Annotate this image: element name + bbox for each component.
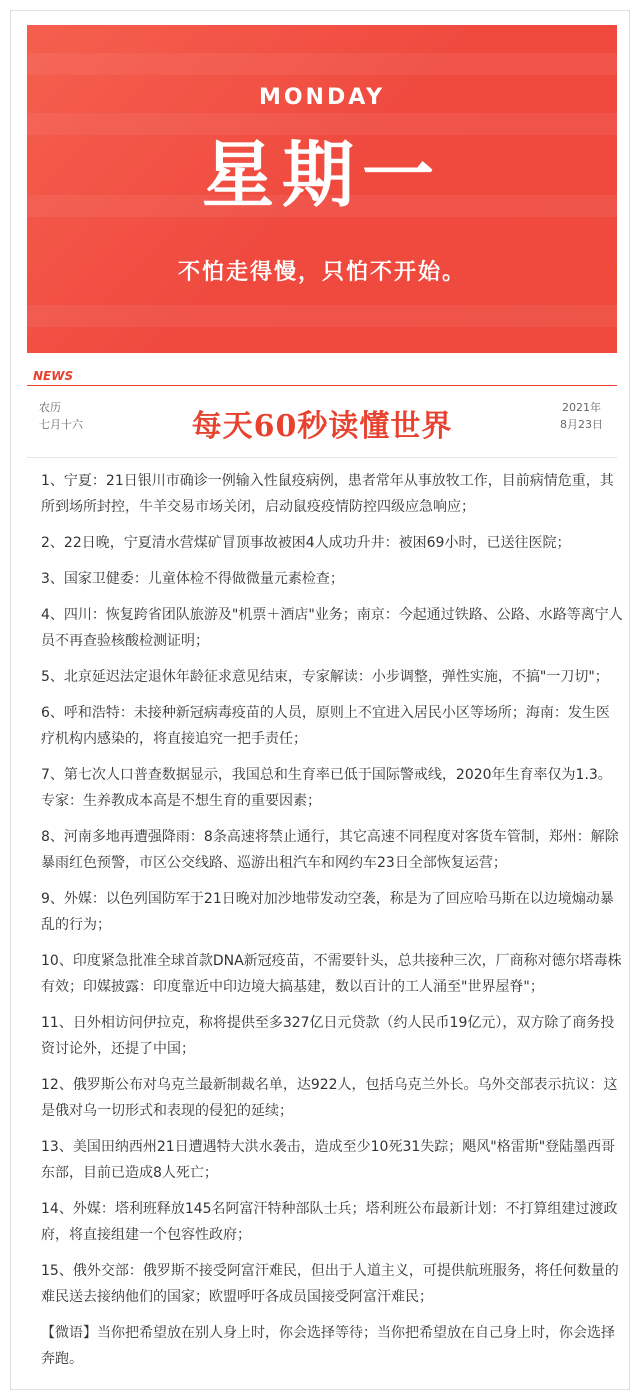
daily-quote: 【微语】当你把希望放在别人身上时，你会选择等待；当你把希望放在自己身上时，你会选择奔跑。 <box>41 1325 615 1367</box>
news-item: 7、第七次人口普查数据显示，我国总和生育率已低于国际警戒线，2020年生育率仅为1.3。专家：生养教成本高是不想生育的重要因素； <box>41 767 612 809</box>
masthead <box>27 399 617 449</box>
news-item: 8、河南多地再遭强降雨：8条高速将禁止通行，其它高速不同程度对客货车管制，郑州：解除暴雨红色预警，市区公交线路、巡游出租汽车和网约车23日全部恢复运营； <box>41 829 619 871</box>
page-title: 每天60秒读懂世界 <box>191 409 453 444</box>
news-list <box>41 468 623 1372</box>
month-day: 8月23日 <box>560 418 603 431</box>
news-item: 14、外媒：塔利班释放145名阿富汗特种部队士兵；塔利班公布最新计划：不打算组建过渡政府，将直接组建一个包容性政府； <box>41 1201 618 1243</box>
news-item: 4、四川：恢复跨省团队旅游及"机票＋酒店"业务；南京：今起通过铁路、公路、水路等离宁人员不再查验核酸检测证明； <box>41 607 623 649</box>
motto: 不怕走得慢，只怕不开始。 <box>177 260 466 285</box>
year: 2021年 <box>562 401 601 414</box>
day-chinese: 星期一 <box>201 132 442 217</box>
news-item: 1、宁夏：21日银川市确诊一例输入性鼠疫病例，患者常年从事放牧工作，目前病情危重，其所到场所封控，牛羊交易市场关闭，启动鼠疫疫情防控四级应急响应； <box>41 473 614 515</box>
lunar-day: 七月十六 <box>39 418 83 431</box>
banner-stripe <box>27 53 617 75</box>
day-english: MONDAY <box>258 85 386 110</box>
gregorian-date <box>560 399 603 433</box>
news-item: 9、外媒：以色列国防军于21日晚对加沙地带发动空袭，称是为了回应哈马斯在以边境煽动暴乱的行为； <box>41 891 614 933</box>
article-frame <box>10 10 630 1390</box>
weekday-banner <box>27 25 617 353</box>
news-item: 6、呼和浩特：未接种新冠病毒疫苗的人员，原则上不宜进入居民小区等场所；海南：发生医疗机构内感染的，将直接追究一把手责任； <box>41 705 610 747</box>
news-item: 13、美国田纳西州21日遭遇特大洪水袭击，造成至少10死31失踪；飓风"格雷斯"登陆墨西哥东部，目前已造成8人死亡； <box>41 1139 616 1181</box>
news-item: 11、日外相访问伊拉克，称将提供至多327亿日元贷款（约人民币19亿元），双方除了商务投资讨论外，还提了中国； <box>41 1015 615 1057</box>
news-item: 15、俄外交部：俄罗斯不接受阿富汗难民，但出于人道主义，可提供航班服务，将任何数量的难民送去接纳他们的国家；欧盟呼吁各成员国接受阿富汗难民； <box>41 1263 619 1305</box>
news-item: 5、北京延迟法定退休年龄征求意见结束，专家解读：小步调整，弹性实施，不搞"一刀切"； <box>41 669 609 685</box>
banner-stripe <box>27 305 617 327</box>
lunar-label: 农历 <box>39 401 61 414</box>
news-item: 2、22日晚，宁夏清水营煤矿冒顶事故被困4人成功升井：被困69小时，已送往医院； <box>41 535 571 551</box>
news-item: 10、印度紧急批准全球首款DNA新冠疫苗，不需要针头，总共接种三次，厂商称对德尔塔毒株有效；印媒披露：印度靠近中印边境大搞基建，数以百计的工人涌至"世界屋脊"； <box>41 953 622 995</box>
divider <box>27 385 617 386</box>
news-item: 12、俄罗斯公布对乌克兰最新制裁名单，达922人，包括乌克兰外长。乌外交部表示抗议：这是俄对乌一切形式和表现的侵犯的延续； <box>41 1077 618 1119</box>
news-tag: NEWS <box>33 369 74 383</box>
news-item: 3、国家卫健委：儿童体检不得做微量元素检查； <box>41 571 344 587</box>
divider <box>27 457 617 458</box>
